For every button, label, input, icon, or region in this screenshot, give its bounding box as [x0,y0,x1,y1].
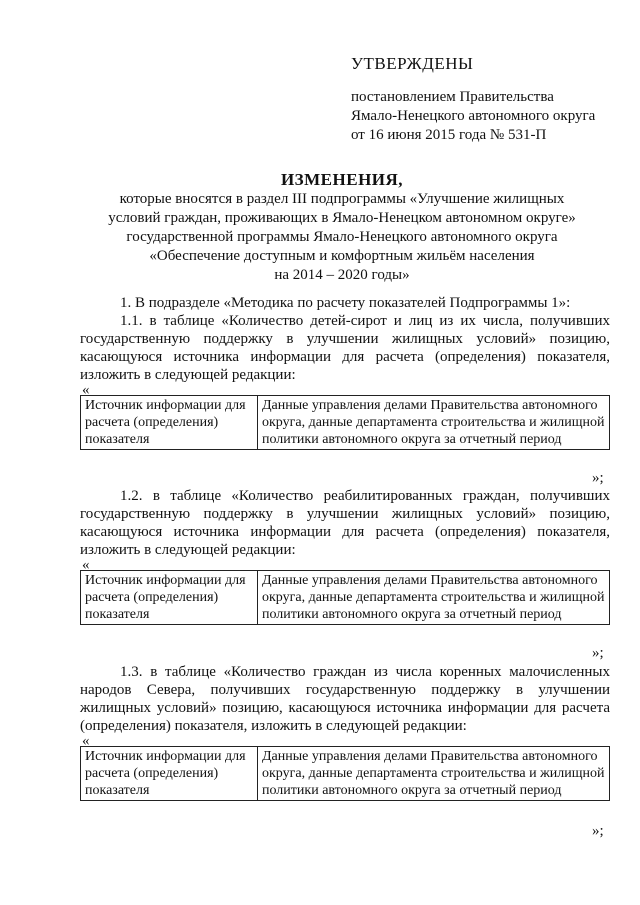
table-row [81,396,610,450]
table-row [81,571,610,625]
close-quote: »; [592,645,604,661]
section-heading: 1. В подразделе «Методика по расчету показателей Подпрограммы 1»: [120,295,571,311]
table-label-cell: Источник информации для расчета (определения) показателя [81,571,258,625]
table-value-cell: Данные управления делами Правительства автономного округа, данные департамента строительства и жилищной политики автономного округа за отчетный период [258,571,610,625]
title-line: на 2014 – 2020 годы» [274,267,410,283]
title-heading: ИЗМЕНЕНИЯ, [280,170,404,189]
approval-line: от 16 июня 2015 года № 531-П [351,127,547,143]
title-line: государственной программы Ямало-Ненецкого автономного округа [126,229,558,245]
table-value-cell: Данные управления делами Правительства автономного округа, данные департамента строительства и жилищной политики автономного округа за отчетный период [258,396,610,450]
title-line: которые вносятся в раздел III подпрограммы «Улучшение жилищных [119,191,565,207]
item-paragraph: 1.2. в таблице «Количество реабилитированных граждан, получивших государственную поддержку в улучшении жилищных условий» позицию, касающуюся источника информации для расчета (определения) показателя, изложить в следующей редакции: [80,488,610,558]
item-paragraph: 1.1. в таблице «Количество детей-сирот и лиц из их числа, получивших государственную поддержку в улучшении жилищных условий» позицию, касающуюся источника информации для расчета (определения) показателя, изложить в следующей редакции: [80,313,610,383]
source-table [80,746,610,801]
approval-heading: УТВЕРЖДЕНЫ [351,54,474,73]
open-quote: « [82,382,90,398]
title-line: «Обеспечение доступным и комфортным жильём населения [149,248,535,264]
open-quote: « [82,557,90,573]
approval-stamp [351,54,611,145]
item-paragraph: 1.3. в таблице «Количество граждан из числа коренных малочисленных народов Севера, получивших государственную поддержку в улучшении жилищных условий» позицию, касающуюся источника информации для расчета (определения) показателя, изложить в следующей редакции: [80,664,610,734]
open-quote: « [82,733,90,749]
source-table [80,570,610,625]
close-quote: »; [592,470,604,486]
approval-line: постановлением Правительства [351,89,554,105]
table-label-cell: Источник информации для расчета (определения) показателя [81,396,258,450]
table-row [81,747,610,801]
approval-line: Ямало-Ненецкого автономного округа [351,108,596,124]
source-table [80,395,610,450]
table-value-cell: Данные управления делами Правительства автономного округа, данные департамента строительства и жилищной политики автономного округа за отчетный период [258,747,610,801]
table-label-cell: Источник информации для расчета (определения) показателя [81,747,258,801]
close-quote: »; [592,823,604,839]
title-line: условий граждан, проживающих в Ямало-Ненецком автономном округе» [108,210,576,226]
document-title [80,170,604,285]
